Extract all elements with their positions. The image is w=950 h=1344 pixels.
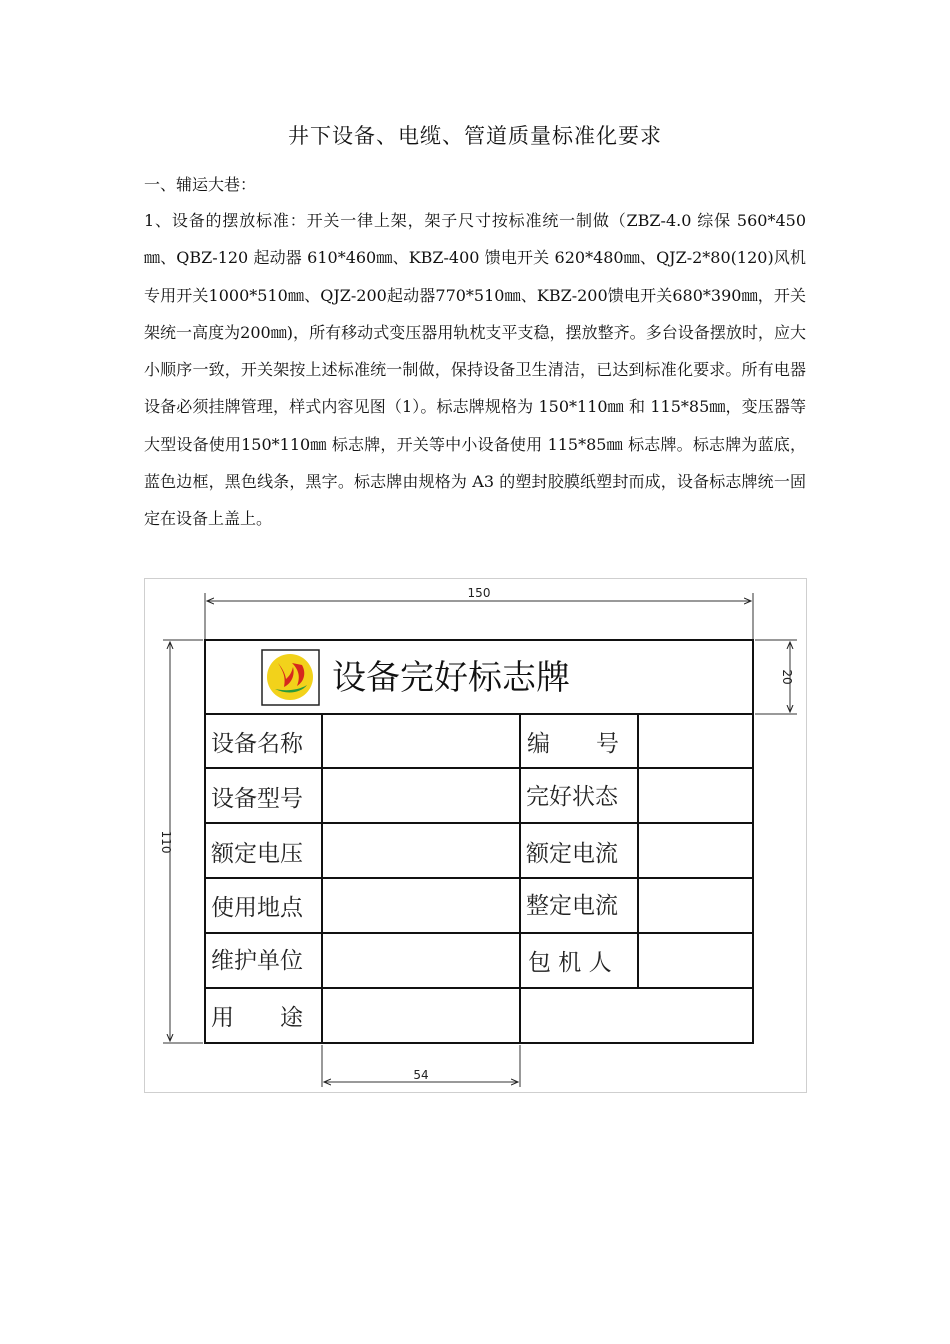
height-label: 110 [159,830,173,854]
sign-drawing [145,579,808,1094]
width-dimension [205,586,753,639]
label-location: 使用地点 [211,895,303,921]
sign-figure [144,578,807,1093]
column-dimension [322,1045,520,1087]
label-rated-current: 额定电流 [526,841,618,867]
label-serial-number: 编 号 [527,731,619,757]
label-rated-voltage: 额定电压 [211,841,303,867]
column-width-label: 54 [413,1068,429,1082]
section-heading: 一、辅运大巷： [144,175,257,194]
label-responsible-person: 包 机 人 [528,950,612,976]
document-title: 井下设备、电缆、管道质量标准化要求 [288,124,662,148]
logo-icon [262,650,319,705]
label-set-current: 整定电流 [526,893,618,919]
width-label: 150 [467,586,491,600]
label-equipment-model: 设备型号 [211,786,303,812]
header-dimension [755,640,797,714]
sign-title: 设备完好标志牌 [332,658,570,698]
header-height-label: 20 [780,669,794,685]
label-purpose: 用 途 [211,1005,303,1031]
body-paragraph: 1、设备的摆放标准：开关一律上架，架子尺寸按标准统一制做（ZBZ-4.0 综保 560*450㎜、QBZ-120 起动器 610*460㎜、KBZ-400 馈电开关 620*480㎜、QJZ-2*80(120)风机专用开关1000*510㎜、QJZ-200起动器770*510㎜、KBZ-200馈电开关680*390㎜，开关架统一高度为200㎜)，所有移动式变压器用轨枕支平支稳，摆放整齐。多台设备摆放时，应大小顺序一致，开关架按上述标准统一制做，保持设备卫生清洁，已达到标准化要求。所有电器设备必须挂牌管理，样式内容见图（1）。标志牌规格为 150*110㎜ 和 115*85㎜，变压器等大型设备使用150*110㎜ 标志牌，开关等中小设备使用 115*85㎜ 标志牌。标志牌为蓝底，蓝色边框，黑色线条，黑字。标志牌由规格为 A3 的塑封胶膜纸塑封而成，设备标志牌统一固定在设备上盖上。 [144,211,806,529]
label-equipment-name: 设备名称 [211,731,303,757]
label-condition: 完好状态 [526,784,618,810]
label-maintenance-unit: 维护单位 [211,948,303,974]
height-dimension [159,640,203,1043]
